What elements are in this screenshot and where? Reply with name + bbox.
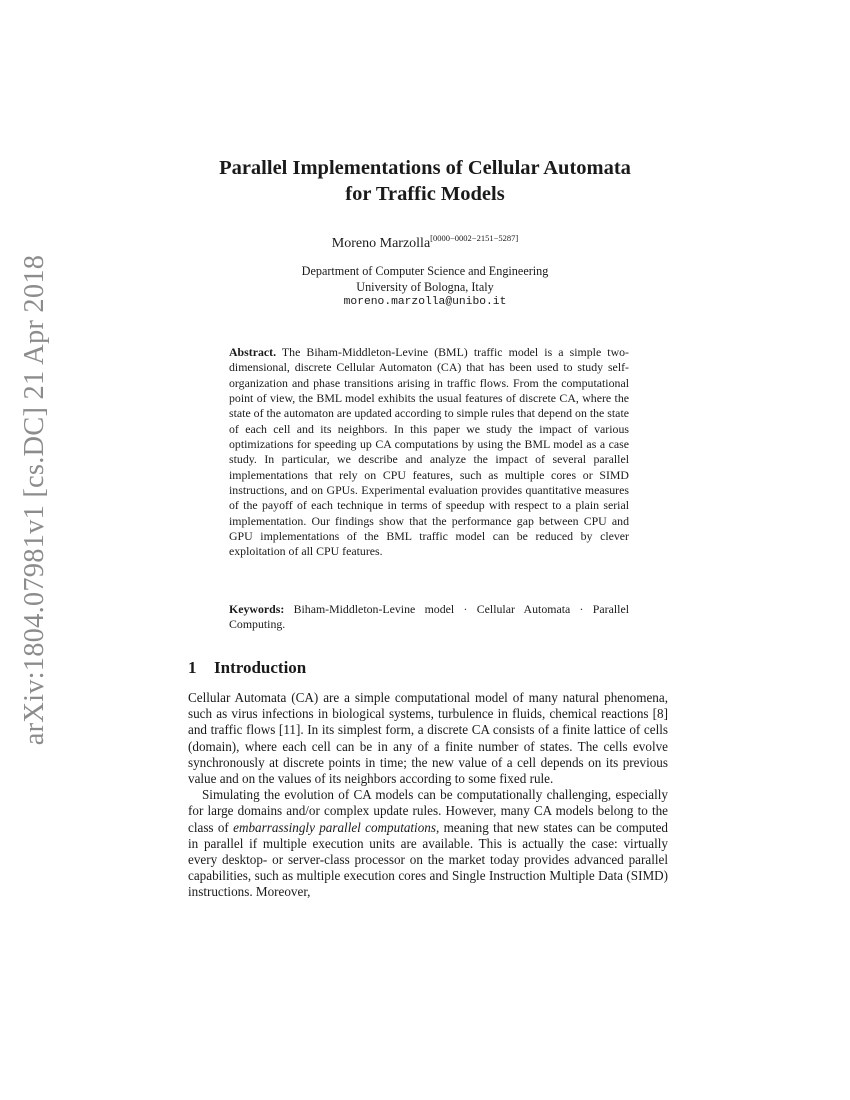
intro-emphasis: embarrassingly parallel computations [233, 819, 436, 835]
keywords-label: Keywords: [229, 602, 285, 616]
abstract [229, 345, 629, 560]
section-heading [188, 658, 306, 678]
abstract-text: The Biham-Middleton-Levine (BML) traffic model is a simple two-dimensional, discrete Cellular Automaton (CA) that has been used to study self-organization and phase transitions arising in traffic flows. From the computational point of view, the BML model exhibits the usual features of discrete CA, where the state of the automaton are updated according to simple rules that depend on the state of each cell and its neighbors. In this paper we study the impact of various optimizations for speeding up CA computations by using the BML model as a case study. In particular, we describe and analyze the impact of several parallel implementations that rely on CPU features, such as multiple cores or SIMD instructions, and on GPUs. Experimental evaluation provides quantitative measures of the payoff of each technique in terms of speedup with respect to a plain serial implementation. Our findings show that the performance gap between CPU and GPU implementations of the BML traffic model can be reduced by clever exploitation of all CPU features. [229, 345, 629, 559]
intro-paragraph-2 [188, 787, 668, 900]
author-name: Moreno Marzolla [331, 236, 431, 251]
intro-paragraph-2-end: , meaning that new states can be computed in parallel if multiple execution units are available. This is actually the case: virtually every desktop- or server-class processor on the market today provides advanced parallel capabilities, such as multiple execution cores and Single Instruction Multiple Data (SIMD) instructions. Moreover, [188, 819, 668, 900]
title-line-2: for Traffic Models [345, 183, 505, 205]
title-line-1: Parallel Implementations of Cellular Automata [219, 157, 631, 179]
affiliation-block [0, 264, 850, 311]
affiliation-department: Department of Computer Science and Engineering [301, 264, 549, 278]
introduction-body [188, 690, 668, 901]
section-number: 1 [188, 658, 197, 677]
arxiv-identifier: arXiv:1804.07981v1 [cs.DC] 21 Apr 2018 [19, 254, 50, 746]
abstract-label: Abstract. [229, 345, 277, 359]
section-title: Introduction [214, 658, 307, 677]
author-line [0, 233, 850, 252]
author-orcid: [0000−0002−2151−5287] [430, 233, 519, 243]
keywords [229, 602, 629, 633]
intro-paragraph-1: Cellular Automata (CA) are a simple computational model of many natural phenomena, such as virus infections in biological systems, turbulence in fluids, chemical reactions [8] and traffic flows [11]. In its simplest form, a discrete CA consists of a finite lattice of cells (domain), where each cell can be in any of a finite number of states. The cells evolve synchronously at discrete points in time; the new value of a cell depends on its previous value and on the values of its neighbors according to some fixed rule. [188, 690, 668, 787]
intro-paragraph-2-start: Simulating the evolution of CA models can be computationally challenging, especially for large domains and/or complex update rules. However, many CA models belong to the class of [188, 787, 668, 835]
keywords-text: Biham-Middleton-Levine model · Cellular Automata · Parallel Computing. [229, 602, 629, 632]
affiliation-university: University of Bologna, Italy [356, 279, 494, 294]
paper-title [0, 155, 850, 207]
author-email: moreno.marzolla@unibo.it [343, 296, 507, 308]
